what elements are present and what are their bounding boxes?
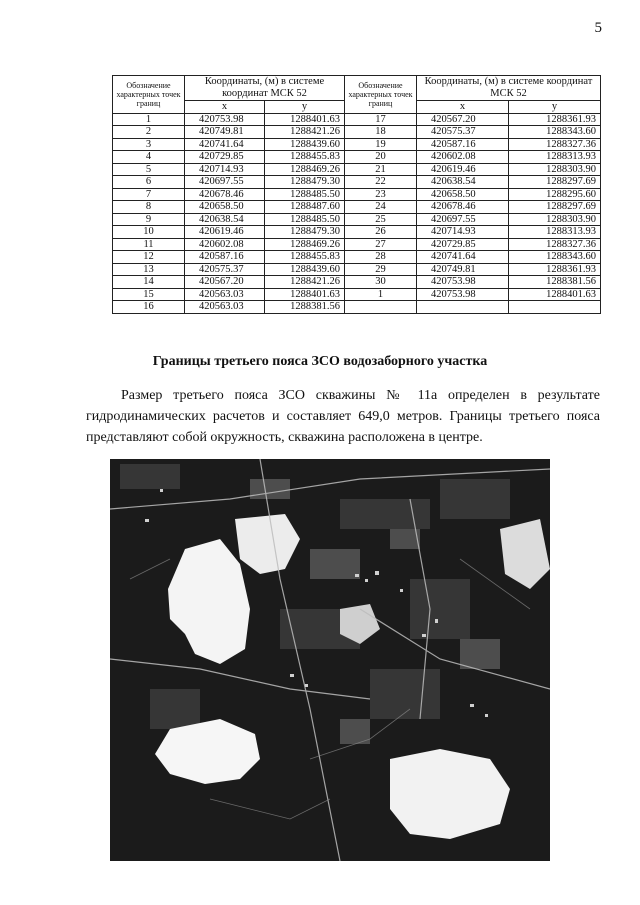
cell-y-left: 1288421.26 — [265, 126, 345, 139]
cell-y-left: 1288479.30 — [265, 176, 345, 189]
cell-point-left: 12 — [113, 251, 185, 264]
cell-point-right: 18 — [345, 126, 417, 139]
cell-point-right: 20 — [345, 151, 417, 164]
cell-y-right: 1288295.60 — [509, 188, 601, 201]
cell-x-right: 420749.81 — [417, 263, 509, 276]
cell-y-left: 1288455.83 — [265, 151, 345, 164]
header-x-left: x — [185, 101, 265, 114]
header-x-right: x — [417, 101, 509, 114]
cell-point-left: 11 — [113, 238, 185, 251]
cell-y-left: 1288421.26 — [265, 276, 345, 289]
cell-x-right: 420741.64 — [417, 251, 509, 264]
cell-point-left: 7 — [113, 188, 185, 201]
cell-x-left: 420658.50 — [185, 201, 265, 214]
cell-x-left: 420587.16 — [185, 251, 265, 264]
table-row — [113, 163, 601, 176]
table-row — [113, 113, 601, 126]
cell-point-right: 19 — [345, 138, 417, 151]
table-header-row — [113, 76, 601, 101]
cell-y-left: 1288479.30 — [265, 226, 345, 239]
header-y-left: y — [265, 101, 345, 114]
cell-y-right: 1288303.90 — [509, 163, 601, 176]
cell-y-right: 1288303.90 — [509, 213, 601, 226]
header-point-label-right: Обозначение характерных точек границ — [345, 76, 417, 114]
cell-point-left: 6 — [113, 176, 185, 189]
cell-x-right: 420638.54 — [417, 176, 509, 189]
cell-x-left: 420729.85 — [185, 151, 265, 164]
cell-y-left: 1288485.50 — [265, 188, 345, 201]
cell-x-right: 420678.46 — [417, 201, 509, 214]
cell-point-left: 5 — [113, 163, 185, 176]
cell-y-right: 1288401.63 — [509, 288, 601, 301]
cell-point-left: 16 — [113, 301, 185, 314]
cell-point-left: 1 — [113, 113, 185, 126]
cell-x-right: 420587.16 — [417, 138, 509, 151]
cell-x-right: 420658.50 — [417, 188, 509, 201]
coordinates-table — [112, 75, 601, 314]
table-row — [113, 213, 601, 226]
cell-y-left: 1288469.26 — [265, 238, 345, 251]
cell-x-left: 420697.55 — [185, 176, 265, 189]
cell-point-right: 26 — [345, 226, 417, 239]
cell-point-left: 13 — [113, 263, 185, 276]
table-row — [113, 263, 601, 276]
cell-y-right — [509, 301, 601, 314]
cell-point-right: 21 — [345, 163, 417, 176]
header-y-right: y — [509, 101, 601, 114]
cell-point-left: 15 — [113, 288, 185, 301]
table-row — [113, 301, 601, 314]
cell-y-right: 1288327.36 — [509, 238, 601, 251]
cell-point-right: 25 — [345, 213, 417, 226]
page-number: 5 — [594, 20, 602, 36]
cell-point-right: 27 — [345, 238, 417, 251]
aerial-map-image — [110, 459, 550, 861]
section-title: Границы третьего пояса ЗСО водозаборного участка — [152, 354, 488, 369]
cell-x-right: 420753.98 — [417, 276, 509, 289]
table-row — [113, 276, 601, 289]
cell-x-left: 420753.98 — [185, 113, 265, 126]
cell-y-right: 1288361.93 — [509, 263, 601, 276]
cell-y-left: 1288401.63 — [265, 113, 345, 126]
cell-y-left: 1288439.60 — [265, 138, 345, 151]
table-row — [113, 288, 601, 301]
header-point-label-left: Обозначение характерных точек границ — [113, 76, 185, 114]
body-paragraph: Размер третьего пояса ЗСО скважины № 11а определен в результате гидродинамических расчетов и составляет 649,0 метров. Границы третьего пояса представляют собой окружность, скважина расположена в центре. — [86, 388, 600, 445]
cell-y-right: 1288381.56 — [509, 276, 601, 289]
cell-x-left: 420575.37 — [185, 263, 265, 276]
cell-x-right: 420697.55 — [417, 213, 509, 226]
cell-x-right: 420619.46 — [417, 163, 509, 176]
cell-point-left: 3 — [113, 138, 185, 151]
cell-y-left: 1288401.63 — [265, 288, 345, 301]
table-row — [113, 251, 601, 264]
cell-point-left: 10 — [113, 226, 185, 239]
cell-point-right: 30 — [345, 276, 417, 289]
cell-x-left: 420563.03 — [185, 301, 265, 314]
cell-point-right: 17 — [345, 113, 417, 126]
table-row — [113, 238, 601, 251]
cell-x-left: 420619.46 — [185, 226, 265, 239]
cell-y-left: 1288381.56 — [265, 301, 345, 314]
table-row — [113, 226, 601, 239]
cell-x-left: 420567.20 — [185, 276, 265, 289]
cell-y-right: 1288343.60 — [509, 126, 601, 139]
aerial-photo-graphic — [110, 459, 550, 861]
cell-x-right: 420575.37 — [417, 126, 509, 139]
table-row — [113, 188, 601, 201]
table-row — [113, 138, 601, 151]
cell-y-right: 1288361.93 — [509, 113, 601, 126]
header-coords-right: Координаты, (м) в системе координат МСК 52 — [417, 76, 601, 101]
table-row — [113, 201, 601, 214]
table-row — [113, 176, 601, 189]
cell-y-left: 1288455.83 — [265, 251, 345, 264]
cell-x-left: 420638.54 — [185, 213, 265, 226]
table-row — [113, 126, 601, 139]
cell-point-right: 24 — [345, 201, 417, 214]
cell-y-right: 1288343.60 — [509, 251, 601, 264]
table-body — [113, 113, 601, 313]
cell-y-right: 1288327.36 — [509, 138, 601, 151]
cell-point-left: 2 — [113, 126, 185, 139]
cell-x-left: 420741.64 — [185, 138, 265, 151]
cell-x-right — [417, 301, 509, 314]
cell-y-left: 1288485.50 — [265, 213, 345, 226]
cell-x-right: 420714.93 — [417, 226, 509, 239]
cell-y-left: 1288469.26 — [265, 163, 345, 176]
cell-point-left: 9 — [113, 213, 185, 226]
cell-point-right: 22 — [345, 176, 417, 189]
cell-x-right: 420753.98 — [417, 288, 509, 301]
cell-x-left: 420678.46 — [185, 188, 265, 201]
cell-point-left: 4 — [113, 151, 185, 164]
cell-y-right: 1288297.69 — [509, 176, 601, 189]
cell-point-right: 23 — [345, 188, 417, 201]
cell-y-left: 1288439.60 — [265, 263, 345, 276]
cell-y-right: 1288313.93 — [509, 226, 601, 239]
cell-point-left: 14 — [113, 276, 185, 289]
cell-x-left: 420602.08 — [185, 238, 265, 251]
header-coords-left: Координаты, (м) в системе координат МСК 52 — [185, 76, 345, 101]
cell-point-right: 29 — [345, 263, 417, 276]
cell-y-right: 1288313.93 — [509, 151, 601, 164]
cell-x-right: 420729.85 — [417, 238, 509, 251]
cell-point-right: 1 — [345, 288, 417, 301]
cell-x-right: 420567.20 — [417, 113, 509, 126]
cell-point-right: 28 — [345, 251, 417, 264]
cell-y-right: 1288297.69 — [509, 201, 601, 214]
cell-point-left: 8 — [113, 201, 185, 214]
cell-x-left: 420749.81 — [185, 126, 265, 139]
cell-y-left: 1288487.60 — [265, 201, 345, 214]
cell-x-left: 420563.03 — [185, 288, 265, 301]
cell-x-right: 420602.08 — [417, 151, 509, 164]
cell-point-right — [345, 301, 417, 314]
cell-x-left: 420714.93 — [185, 163, 265, 176]
table-row — [113, 151, 601, 164]
